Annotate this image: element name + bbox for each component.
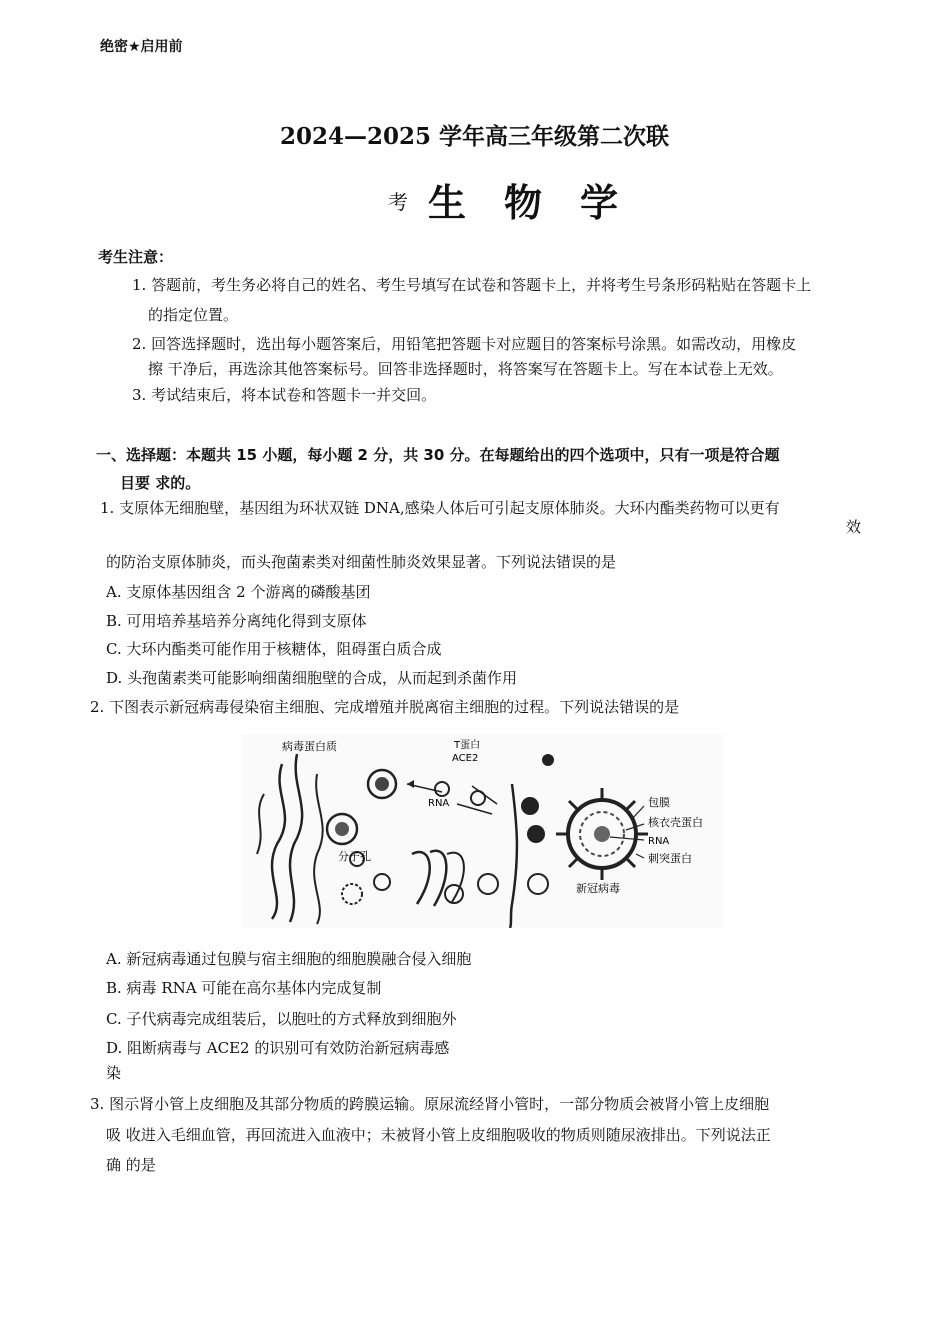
virus-small-1 [521, 797, 539, 815]
q1-option-d: D. 头孢菌素类可能影响细菌细胞壁的合成，从而起到杀菌作用 [106, 669, 518, 687]
exam-title-prefix: 考 [388, 190, 408, 214]
q1-option-b: B. 可用培养基培养分离纯化得到支原体 [106, 612, 367, 630]
q2-option-b: B. 病毒 RNA 可能在高尔基体内完成复制 [106, 979, 382, 997]
notice-item-3: 3. 考试结束后，将本试卷和答题卡一并交回。 [132, 386, 437, 404]
q1-stem-cont: 的防治支原体肺炎，而头孢菌素类对细菌性肺炎效果显著。下列说法错误的是 [106, 553, 617, 571]
notice-item-1: 1. 答题前，考生务必将自己的姓名、考生号填写在试卷和答题卡上，并将考生号条形码粘贴在答题卡上 [132, 276, 812, 294]
notice-heading: 考生注意： [98, 248, 174, 266]
virus-infection-diagram [242, 734, 724, 928]
virus-small-2 [527, 825, 545, 843]
vesicle-1-core [375, 777, 389, 791]
q3-stem-cont: 吸 收进入毛细血管，再回流进入血液中；未被肾小管上皮细胞吸收的物质则随尿液排出。下列说法正 [106, 1126, 771, 1144]
label-t-protein: T蛋白 [454, 740, 481, 751]
label-virus-name: 新冠病毒 [576, 882, 620, 895]
q2-option-d: D. 阻断病毒与 ACE2 的识别可有效防治新冠病毒感 [106, 1039, 450, 1057]
section-heading: 一、选择题：本题共 15 小题，每小题 2 分，共 30 分。在每题给出的四个选项中，只有一项是符合题 [96, 446, 780, 464]
notice-item-1-cont: 的指定位置。 [148, 306, 239, 324]
subject-title: 生物学 [428, 180, 657, 225]
q1-option-c: C. 大环内酯类可能作用于核糖体，阻碍蛋白质合成 [106, 640, 442, 658]
q1-stem: 1. 支原体无细胞壁，基因组为环状双链 DNA,感染人体后可引起支原体肺炎。大环内酯类药物可以更有 [100, 499, 780, 517]
label-rna-right: RNA [648, 836, 670, 847]
section-heading-cont: 目要 求的。 [120, 474, 201, 492]
virus-rna [594, 826, 610, 842]
q2-option-a: A. 新冠病毒通过包膜与宿主细胞的细胞膜融合侵入细胞 [106, 950, 472, 968]
label-viral-protein: 病毒蛋白质 [282, 740, 337, 753]
label-envelope: 包膜 [648, 796, 670, 809]
label-spike: 刺突蛋白 [648, 852, 692, 865]
label-rna-left: RNA [428, 798, 450, 809]
q2-stem: 2. 下图表示新冠病毒侵染宿主细胞、完成增殖并脱离宿主细胞的过程。下列说法错误的是 [90, 698, 680, 716]
q2-option-d-overflow: 染 [106, 1064, 122, 1082]
q3-stem-cont-2: 确 的是 [106, 1156, 156, 1174]
q2-option-c: C. 子代病毒完成组装后，以胞吐的方式释放到细胞外 [106, 1010, 457, 1028]
label-nuclear-pore: 分子孔 [338, 850, 371, 863]
virus-small-3 [542, 754, 554, 766]
vesicle-2-core [335, 822, 349, 836]
label-nucleocapsid: 核衣壳蛋白 [648, 816, 703, 829]
notice-item-2-cont: 擦 干净后，再选涂其他答案标号。回答非选择题时，将答案写在答题卡上。写在本试卷上无效。 [148, 360, 783, 378]
label-ace2: ACE2 [452, 753, 479, 764]
q1-stem-overflow: 效 [846, 518, 862, 536]
q1-option-a: A. 支原体基因组含 2 个游离的磷酸基团 [106, 583, 371, 601]
q3-stem: 3. 图示肾小管上皮细胞及其部分物质的跨膜运输。原尿流经肾小管时，一部分物质会被肾小管上皮细胞 [90, 1095, 770, 1113]
notice-item-2: 2. 回答选择题时，选出每小题答案后，用铅笔把答题卡对应题目的答案标号涂黑。如需改动，用橡皮 [132, 335, 797, 353]
secret-mark: 绝密★启用前 [100, 39, 183, 55]
exam-title: 2024—2025 学年高三年级第二次联 [280, 123, 670, 150]
